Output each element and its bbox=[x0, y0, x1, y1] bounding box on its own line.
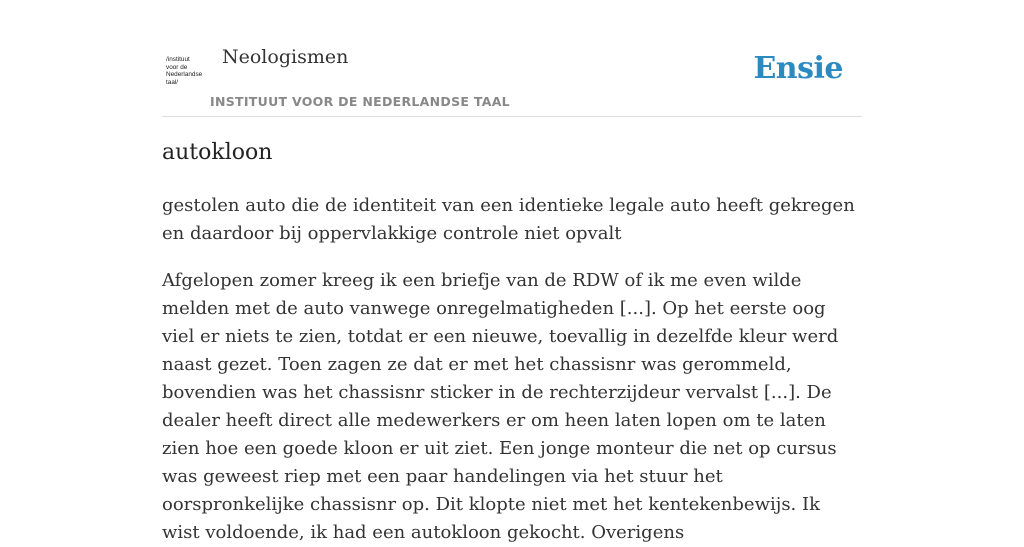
page bbox=[162, 0, 862, 543]
entry-headword: autokloon bbox=[162, 140, 273, 165]
logo-line: /instituut bbox=[166, 56, 190, 63]
institute-logo[interactable] bbox=[166, 56, 210, 86]
brand-logo[interactable]: Ensie bbox=[753, 51, 843, 86]
site-subtitle: INSTITUUT VOOR DE NEDERLANDSE TAAL bbox=[210, 94, 510, 109]
entry-definition: gestolen auto die de identiteit van een identieke legale auto heeft gekregen en daardoor bij oppervlakkige controle niet opvalt bbox=[162, 195, 855, 244]
site-title[interactable]: Neologismen bbox=[222, 46, 349, 68]
logo-line: taal/ bbox=[166, 78, 179, 86]
logo-line: voor de bbox=[166, 63, 188, 71]
logo-line: Nederlandse bbox=[166, 71, 203, 79]
header bbox=[162, 0, 862, 117]
entry-example: Afgelopen zomer kreeg ik een briefje van de RDW of ik me even wilde melden met de auto vanwege onregelmatigheden [...]. Op het eerste oog viel er niets te zien, totdat er een nieuwe, toevallig in dezelfde kleur werd naast gezet. Toen zagen ze dat er met het chassisnr was gerommeld, bovendien was het chassisnr sticker in de rechterzijdeur vervalst [...]. De dealer heeft direct alle medewerkers er om heen laten lopen om te laten zien hoe een goede kloon er uit ziet. Een jonge monteur die net op cursus was geweest riep met een paar handelingen via het stuur het oorspronkelijke chassisnr op. Dit klopte niet met het kentekenbewijs. Ik wist voldoende, ik had een autokloon gekocht. Overigens bbox=[162, 270, 839, 543]
